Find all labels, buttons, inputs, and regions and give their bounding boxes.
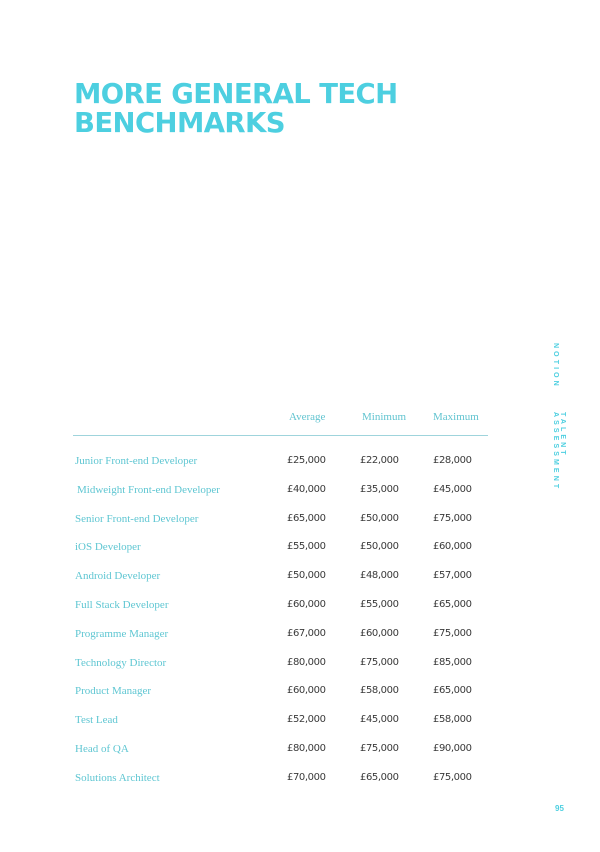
minimum-value: £50,000 — [360, 512, 399, 524]
minimum-value: £22,000 — [360, 455, 399, 466]
average-value: £25,000 — [287, 455, 326, 466]
table-row — [0, 541, 600, 570]
brand-name: NOTION — [552, 343, 559, 389]
maximum-value: £58,000 — [433, 714, 472, 726]
role-label: Programme Manager — [75, 627, 169, 640]
role-label: Senior Front-end Developer — [75, 512, 199, 525]
minimum-value: £45,000 — [360, 714, 399, 726]
minimum-value: £75,000 — [360, 656, 399, 668]
maximum-value: £28,000 — [433, 455, 472, 466]
average-value: £55,000 — [287, 541, 326, 553]
table-row — [0, 743, 600, 772]
table-row — [0, 772, 600, 801]
maximum-value: £75,000 — [433, 771, 472, 783]
side-brand — [552, 343, 566, 492]
table-row — [0, 599, 600, 628]
maximum-value: £45,000 — [433, 483, 472, 495]
minimum-value: £55,000 — [360, 598, 399, 610]
maximum-value: £85,000 — [433, 656, 472, 668]
table-row — [0, 570, 600, 599]
table-row — [0, 628, 600, 657]
average-value: £65,000 — [287, 512, 326, 524]
role-label: Head of QA — [75, 742, 129, 755]
header-divider — [73, 435, 488, 436]
maximum-value: £57,000 — [433, 570, 472, 582]
average-value: £60,000 — [287, 685, 326, 697]
average-value: £70,000 — [287, 771, 326, 783]
role-label: Product Manager — [75, 685, 152, 698]
table-row — [0, 513, 600, 542]
role-label: Midweight Front-end Developer — [77, 483, 220, 496]
salary-table — [0, 455, 600, 801]
table-row — [0, 657, 600, 686]
minimum-value: £58,000 — [360, 685, 399, 697]
minimum-value: £35,000 — [360, 483, 399, 495]
role-label: Technology Director — [75, 656, 167, 669]
minimum-value: £48,000 — [360, 570, 399, 582]
role-label: Junior Front-end Developer — [75, 455, 198, 467]
minimum-value: £50,000 — [360, 541, 399, 553]
header-average: Average — [289, 411, 326, 423]
role-label: Android Developer — [75, 570, 161, 583]
minimum-value: £65,000 — [360, 771, 399, 783]
maximum-value: £75,000 — [433, 512, 472, 524]
role-label: Full Stack Developer — [75, 598, 169, 611]
header-minimum: Minimum — [362, 411, 407, 423]
average-value: £52,000 — [287, 714, 326, 726]
maximum-value: £65,000 — [433, 685, 472, 697]
table-header — [0, 411, 600, 425]
average-value: £80,000 — [287, 742, 326, 754]
role-label: Solutions Architect — [75, 771, 160, 784]
maximum-value: £75,000 — [433, 627, 472, 639]
maximum-value: £90,000 — [433, 742, 472, 754]
maximum-value: £65,000 — [433, 598, 472, 610]
role-label: Test Lead — [75, 714, 118, 727]
average-value: £40,000 — [287, 483, 326, 495]
header-maximum: Maximum — [433, 411, 479, 423]
brand-subtitle: TALENT ASSESSMENT — [552, 412, 566, 492]
average-value: £67,000 — [287, 627, 326, 639]
table-row — [0, 484, 600, 513]
page-number: 95 — [555, 804, 564, 813]
table-row — [0, 714, 600, 743]
role-label: iOS Developer — [75, 541, 141, 554]
table-row — [0, 685, 600, 714]
minimum-value: £60,000 — [360, 627, 399, 639]
table-row — [0, 455, 600, 484]
page-title — [74, 80, 398, 138]
average-value: £50,000 — [287, 570, 326, 582]
page-title-line-1: MORE GENERAL TECH — [74, 78, 398, 110]
minimum-value: £75,000 — [360, 742, 399, 754]
average-value: £80,000 — [287, 656, 326, 668]
average-value: £60,000 — [287, 598, 326, 610]
page-title-line-2: BENCHMARKS — [74, 107, 285, 139]
maximum-value: £60,000 — [433, 541, 472, 553]
